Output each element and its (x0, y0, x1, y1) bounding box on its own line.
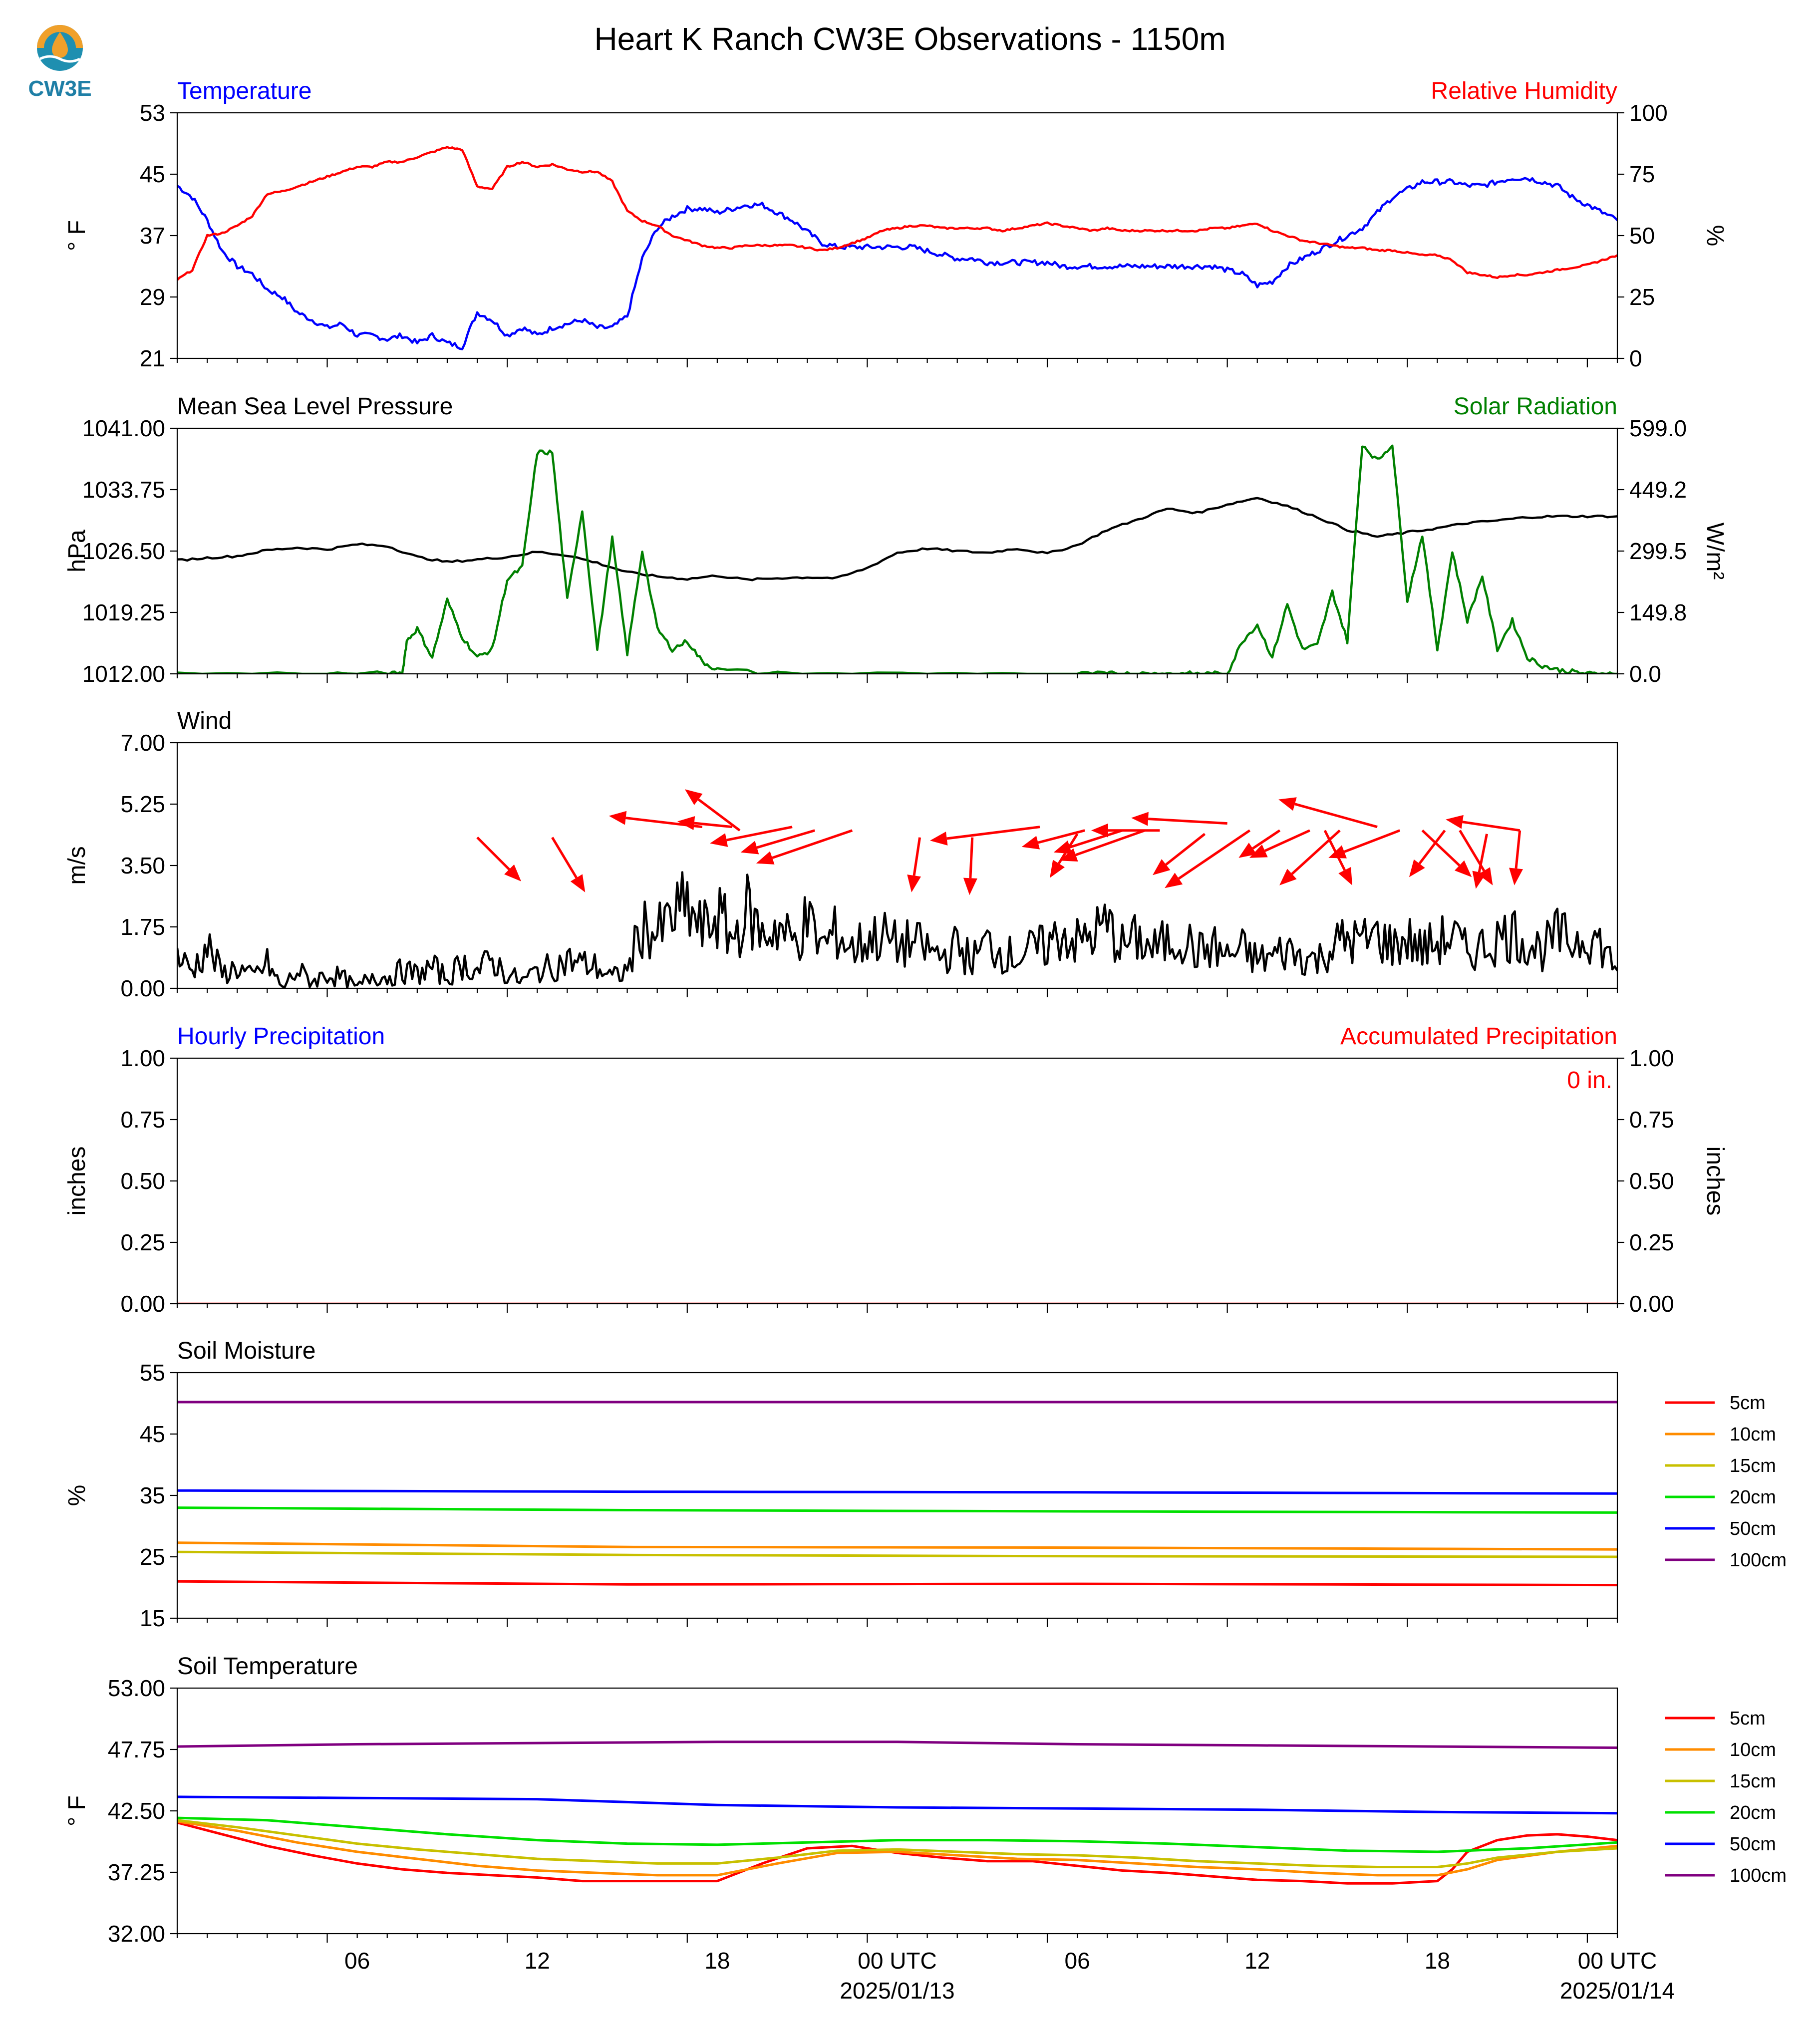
legend-label: 50cm (1730, 1834, 1776, 1855)
y-tick-label: 29 (139, 284, 165, 310)
panel-title-right: Relative Humidity (1431, 78, 1617, 104)
figure-title: Heart K Ranch CW3E Observations - 1150m (594, 21, 1226, 57)
panel-title-right: Accumulated Precipitation (1340, 1023, 1617, 1050)
wind-arrow (1153, 834, 1205, 875)
series-group (177, 446, 1617, 674)
y-tick-label: 53 (139, 100, 165, 126)
panel-precip (64, 1023, 1728, 1317)
series-line-relative-humidity (177, 147, 1617, 280)
accumulated-precip-annotation: 0 in. (1567, 1067, 1612, 1094)
series-group (177, 147, 1617, 349)
y-axis-label: ° F (64, 220, 90, 251)
y-tick-label: 1.00 (120, 1045, 165, 1071)
legend-label: 20cm (1730, 1802, 1776, 1823)
y-tick-label: 1041.00 (82, 415, 165, 441)
x-tick-label: 18 (704, 1948, 730, 1974)
y-tick-label: 21 (139, 345, 165, 371)
y-tick-label: 15 (139, 1605, 165, 1631)
series-group (177, 1742, 1617, 1884)
legend-label: 10cm (1730, 1739, 1776, 1760)
y-tick-label: 47.75 (107, 1737, 165, 1762)
y-tick-label: 5.25 (120, 791, 165, 817)
legend-soil_temp (1665, 1708, 1787, 1886)
legend-label: 100cm (1730, 1550, 1787, 1571)
legend-label: 100cm (1730, 1865, 1787, 1886)
x-tick-label: 12 (524, 1948, 550, 1974)
series-line-10cm (177, 1543, 1617, 1550)
y-tick-label: 1019.25 (82, 599, 165, 625)
series-line-50cm (177, 1797, 1617, 1813)
legend-label: 5cm (1730, 1393, 1766, 1414)
y2-tick-label: 0.00 (1629, 1291, 1674, 1317)
y-tick-label: 1026.50 (82, 538, 165, 564)
panel-soil_moisture (64, 1338, 1617, 1631)
y-tick-label: 42.50 (107, 1798, 165, 1824)
x-tick-label: 18 (1424, 1948, 1450, 1974)
panel-title-left: Temperature (177, 78, 312, 104)
y2-tick-label: 449.2 (1629, 477, 1687, 503)
y2-tick-label: 299.5 (1629, 538, 1687, 564)
wind-arrow (552, 838, 585, 892)
series-line-wind-speed (177, 872, 1617, 988)
y2-tick-label: 25 (1629, 284, 1655, 310)
y-tick-label: 1012.00 (82, 661, 165, 687)
panel-title-left: Wind (177, 708, 232, 734)
series-line-5cm (177, 1581, 1617, 1585)
y-tick-label: 37.25 (107, 1859, 165, 1885)
y-axis-label: m/s (64, 846, 90, 885)
series-group (177, 1402, 1617, 1585)
series-line-20cm (177, 1508, 1617, 1513)
panel-title-left: Mean Sea Level Pressure (177, 393, 453, 420)
wind-arrow (907, 838, 921, 892)
wind-arrow (963, 838, 977, 895)
wind-arrow (1509, 831, 1523, 885)
series-line-15cm (177, 1552, 1617, 1557)
y-tick-label: 53.00 (107, 1675, 165, 1701)
y-tick-label: 55 (139, 1360, 165, 1386)
cw3e-logo (28, 25, 91, 101)
y2-tick-label: 0.25 (1629, 1229, 1674, 1255)
x-tick-label: 00 UTC (1577, 1948, 1657, 1974)
y-tick-label: 37 (139, 223, 165, 249)
wind-arrow (756, 831, 853, 865)
x-date-label: 2025/01/13 (840, 1978, 955, 2004)
wind-arrow (477, 838, 521, 881)
y-axis-label: hPa (64, 530, 90, 573)
panel-wind (64, 708, 1617, 1001)
x-tick-label: 06 (344, 1948, 370, 1974)
y2-tick-label: 50 (1629, 223, 1655, 249)
y-tick-label: 0.75 (120, 1107, 165, 1133)
y-tick-label: 3.50 (120, 853, 165, 878)
y-tick-label: 1033.75 (82, 477, 165, 503)
legend-label: 20cm (1730, 1487, 1776, 1508)
y2-axis-label: % (1702, 225, 1728, 247)
y2-tick-label: 0.50 (1629, 1168, 1674, 1194)
wind-arrow (1446, 815, 1520, 831)
panel-soil_temp (64, 1653, 1617, 1947)
y2-axis-label: W/m² (1702, 522, 1728, 580)
y-tick-label: 1.75 (120, 914, 165, 940)
y-axis-label: inches (64, 1146, 90, 1216)
logo-text: CW3E (28, 76, 92, 101)
x-tick-label: 06 (1064, 1948, 1090, 1974)
series-line-temperature (177, 178, 1617, 349)
y2-tick-label: 100 (1629, 100, 1668, 126)
axes-frame (177, 113, 1617, 358)
y2-axis-label: inches (1702, 1146, 1728, 1216)
y-tick-label: 35 (139, 1482, 165, 1508)
wind-arrow (1328, 831, 1400, 859)
panel-mslp_solar (64, 393, 1728, 687)
y-axis-label: % (64, 1484, 90, 1506)
panel-title-left: Soil Moisture (177, 1338, 316, 1364)
y2-tick-label: 75 (1629, 161, 1655, 187)
series-line-50cm (177, 1490, 1617, 1493)
axes-frame (177, 1058, 1617, 1304)
wind-arrow (1278, 797, 1377, 827)
x-date-label: 2025/01/14 (1559, 1978, 1675, 2004)
wind-arrow (1091, 824, 1160, 838)
panel-title-left: Soil Temperature (177, 1653, 358, 1680)
y-tick-label: 25 (139, 1544, 165, 1570)
y-tick-label: 32.00 (107, 1921, 165, 1947)
series-group (177, 789, 1617, 988)
wind-arrow (1131, 812, 1227, 826)
y-tick-label: 0.50 (120, 1168, 165, 1194)
y-tick-label: 0.00 (120, 1291, 165, 1317)
y2-tick-label: 599.0 (1629, 415, 1687, 441)
series-line-15cm (177, 1820, 1617, 1867)
legend-label: 15cm (1730, 1771, 1776, 1792)
x-tick-label: 00 UTC (858, 1948, 937, 1974)
y-tick-label: 45 (139, 1421, 165, 1447)
wind-arrow (1409, 831, 1445, 877)
x-tick-label: 12 (1244, 1948, 1270, 1974)
y-axis-label: ° F (64, 1795, 90, 1826)
wind-arrow (930, 827, 1040, 846)
y2-tick-label: 149.8 (1629, 599, 1687, 625)
axes-frame (177, 1373, 1617, 1618)
wind-arrow (710, 827, 792, 847)
panel-title-left: Hourly Precipitation (177, 1023, 385, 1050)
y2-tick-label: 0.0 (1629, 661, 1661, 687)
y-tick-label: 45 (139, 161, 165, 187)
y2-tick-label: 0 (1629, 345, 1642, 371)
y-tick-label: 0.00 (120, 975, 165, 1001)
legend-label: 50cm (1730, 1518, 1776, 1539)
legend-soil_moisture (1665, 1393, 1787, 1571)
series-line-100cm (177, 1742, 1617, 1748)
panel-temp_rh (64, 78, 1728, 371)
y-tick-label: 0.25 (120, 1229, 165, 1255)
y2-tick-label: 0.75 (1629, 1107, 1674, 1133)
legend-label: 15cm (1730, 1455, 1776, 1476)
wind-arrow (1165, 831, 1250, 888)
series-line-solar-radiation (177, 446, 1617, 674)
panel-title-right: Solar Radiation (1453, 393, 1617, 420)
y-tick-label: 7.00 (120, 730, 165, 756)
legend-label: 10cm (1730, 1424, 1776, 1445)
y2-tick-label: 1.00 (1629, 1045, 1674, 1071)
legend-label: 5cm (1730, 1708, 1766, 1729)
